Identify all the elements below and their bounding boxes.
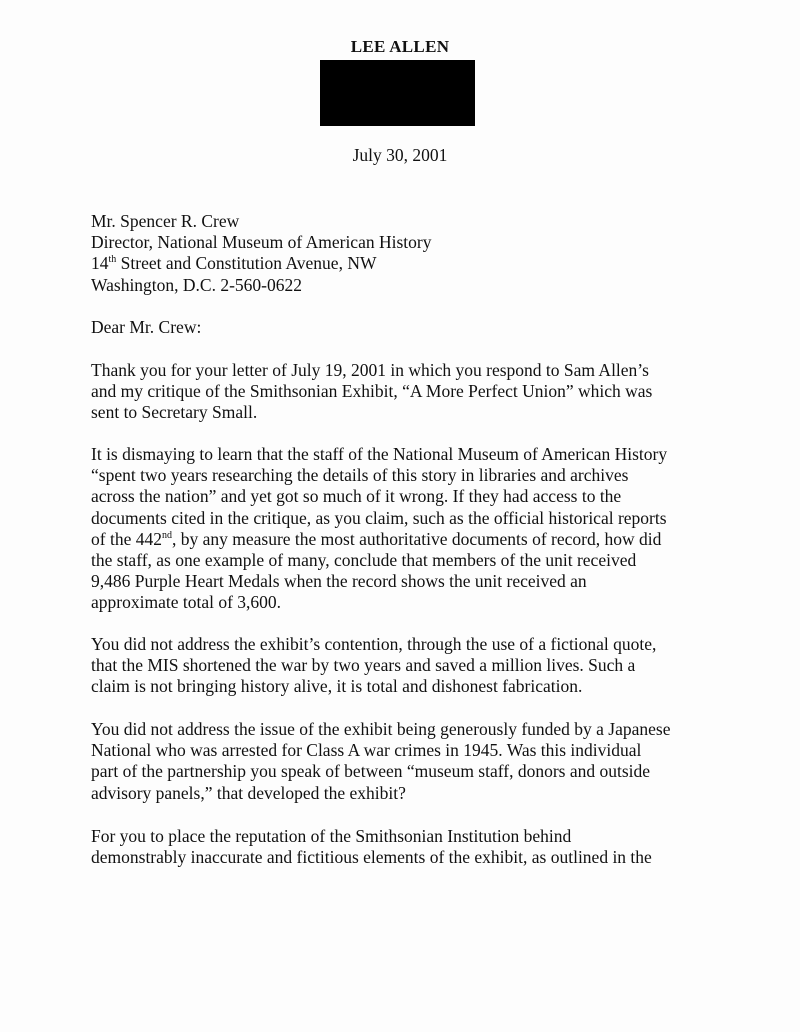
paragraph-line: 9,486 Purple Heart Medals when the record shows the unit received an [91,571,587,592]
paragraph-5 [91,826,716,868]
paragraph-line: You did not address the issue of the exhibit being generously funded by a Japanese [91,719,671,739]
paragraph-line: Thank you for your letter of July 19, 2001 in which you respond to Sam Allen’s [91,360,649,380]
paragraph-line: claim is not bringing history alive, it is total and dishonest fabrication. [91,676,583,697]
recipient-street [91,253,716,274]
paragraph-line: that the MIS shortened the war by two years and saved a million lives. Such a [91,655,636,676]
paragraph-line: advisory panels,” that developed the exhibit? [91,782,406,803]
paragraph-line: part of the partnership you speak of between “museum staff, donors and outside [91,761,651,782]
paragraph-line: For you to place the reputation of the Smithsonian Institution behind [91,826,572,846]
line-rest: , by any measure the most authoritative documents of record, how did [171,528,662,549]
salutation: Dear Mr. Crew: [91,317,202,337]
paragraph-line: sent to Secretary Small. [91,402,258,423]
paragraph-line: National who was arrested for Class A war crimes in 1945. Was this individual [91,740,642,761]
paragraph-line: across the nation” and yet got so much of it wrong. If they had access to the [91,486,622,507]
unit-number: of the 442 [91,528,162,549]
recipient-title: Director, National Museum of American History [91,232,432,253]
letter-date: July 30, 2001 [352,145,448,165]
redaction-box [320,60,475,126]
paragraph-line: demonstrably inaccurate and fictitious elements of the exhibit, as outlined in the [91,847,652,868]
paragraph-1 [91,360,716,424]
paragraph-4 [91,719,716,804]
paragraph-line: You did not address the exhibit’s contention, through the use of a fictional quote, [91,634,657,654]
paragraph-3 [91,634,716,698]
letterhead-name: LEE ALLEN [350,37,450,56]
paragraph-line: the staff, as one example of many, conclude that members of the unit received [91,550,637,571]
paragraph-line: “spent two years researching the details of this story in libraries and archives [91,465,629,486]
recipient-city: Washington, D.C. 2-560-0622 [91,274,303,295]
recipient-name: Mr. Spencer R. Crew [91,211,240,231]
street-number-suffix: th [108,254,117,266]
paragraph-line: and my critique of the Smithsonian Exhibit, “A More Perfect Union” which was [91,381,653,402]
paragraph-line: approximate total of 3,600. [91,592,282,613]
street-number: 14 [91,253,109,274]
paragraph-line: It is dismaying to learn that the staff of the National Museum of American History [91,444,668,464]
paragraph-line [91,529,716,550]
unit-number-suffix: nd [161,529,172,541]
paragraph-line: documents cited in the critique, as you claim, such as the official historical reports [91,507,667,528]
paragraph-2 [91,444,716,614]
recipient-address [91,211,716,296]
street-rest: Street and Constitution Avenue, NW [116,253,377,274]
